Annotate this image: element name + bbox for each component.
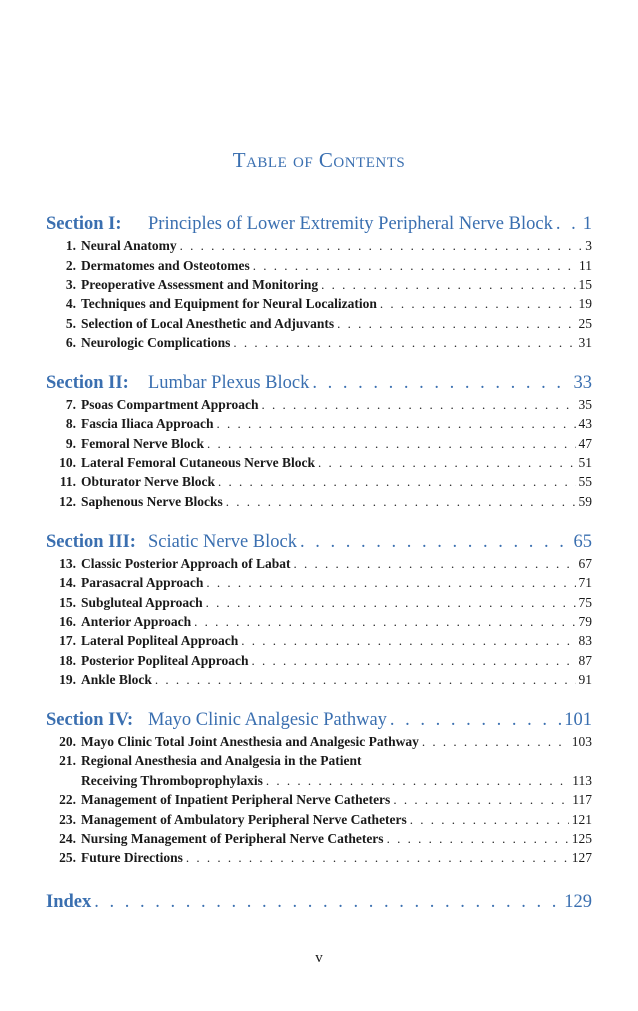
dot-leader (556, 214, 580, 235)
toc-entry[interactable] (46, 296, 592, 312)
entry-number: 13. (59, 556, 76, 571)
toc-entry[interactable] (46, 792, 592, 808)
dot-leader (387, 831, 569, 847)
entry-title: Management of Ambulatory Peripheral Nerve Catheters (81, 812, 407, 827)
entry-page: 43 (578, 416, 592, 431)
toc-entry[interactable] (46, 672, 592, 688)
entry-number: 3. (65, 277, 76, 292)
dot-leader (312, 373, 570, 394)
dot-leader (253, 258, 576, 274)
dot-leader (206, 595, 576, 611)
entry-page: 67 (578, 556, 592, 571)
entry-page: 25 (578, 316, 592, 331)
dot-leader (321, 277, 575, 293)
entry-number: 6. (65, 335, 76, 350)
entry-page: 113 (572, 773, 592, 788)
entry-page: 87 (578, 653, 592, 668)
section-title: Mayo Clinic Analgesic Pathway (148, 710, 387, 730)
entry-title: Selection of Local Anesthetic and Adjuvants (81, 316, 335, 331)
entry-number: 5. (65, 316, 76, 331)
entry-title: Mayo Clinic Total Joint Anesthesia and Analgesic Pathway (81, 734, 419, 749)
entry-page: 71 (578, 575, 592, 590)
dot-leader (410, 812, 569, 828)
entry-title: Subgluteal Approach (81, 595, 203, 610)
section-title: Principles of Lower Extremity Peripheral Nerve Block (148, 214, 553, 234)
section-title: Lumbar Plexus Block (148, 373, 310, 393)
dot-leader (294, 556, 576, 572)
toc-entry[interactable] (46, 494, 592, 510)
entry-number: 19. (59, 672, 76, 687)
entry-page: 79 (578, 614, 592, 629)
dot-leader (422, 734, 569, 750)
entry-title: Lateral Femoral Cutaneous Nerve Block (81, 455, 315, 470)
entry-title: Anterior Approach (81, 614, 192, 629)
toc-entry[interactable] (46, 556, 592, 572)
toc-entry[interactable] (46, 455, 592, 471)
entry-number: 25. (59, 850, 76, 865)
entry-number: 1. (65, 238, 76, 253)
entry-title: Posterior Popliteal Approach (81, 653, 249, 668)
entry-number: 9. (65, 436, 76, 451)
toc-entry[interactable] (46, 653, 592, 669)
entry-page: 91 (578, 672, 592, 687)
toc-entry[interactable] (46, 474, 592, 490)
entry-title: Neurologic Complications (81, 335, 231, 350)
entry-page: 51 (578, 455, 592, 470)
entry-number: 14. (59, 575, 76, 590)
dot-leader (218, 474, 576, 490)
entry-title: Saphenous Nerve Blocks (81, 494, 223, 509)
dot-leader (226, 494, 576, 510)
dot-leader (262, 397, 576, 413)
section-number: Section III: (46, 532, 136, 552)
dot-leader (390, 710, 561, 731)
entry-page: 35 (578, 397, 592, 412)
toc-entry[interactable] (46, 258, 592, 274)
entry-title: Dermatomes and Osteotomes (81, 258, 250, 273)
entry-number: 20. (59, 734, 76, 749)
dot-leader (94, 892, 561, 913)
entry-title: Neural Anatomy (81, 238, 177, 253)
toc-entry[interactable] (46, 812, 592, 828)
index-page: 129 (564, 892, 592, 912)
dot-leader (252, 653, 576, 669)
dot-leader (380, 296, 576, 312)
toc-entry[interactable] (46, 753, 592, 769)
entry-page: 47 (578, 436, 592, 451)
entry-number: 8. (65, 416, 76, 431)
section-page: 1 (582, 214, 592, 234)
entry-title: Parasacral Approach (81, 575, 204, 590)
entry-page: 15 (578, 277, 592, 292)
entry-page: 117 (572, 792, 592, 807)
section-number: Section IV: (46, 710, 134, 730)
dot-leader (206, 575, 575, 591)
entry-number: 21. (59, 753, 76, 768)
section-heading[interactable] (46, 532, 592, 553)
dot-leader (217, 416, 576, 432)
toc-entry[interactable] (46, 850, 592, 866)
index-entry[interactable] (46, 892, 592, 913)
section-page: 65 (573, 532, 592, 552)
entry-number: 22. (59, 792, 76, 807)
section-page: 101 (564, 710, 592, 730)
dot-leader (194, 614, 575, 630)
toc-entry[interactable] (46, 575, 592, 591)
dot-leader (300, 532, 571, 553)
entry-number: 2. (65, 258, 76, 273)
entry-title: Ankle Block (81, 672, 152, 687)
dot-leader (186, 850, 569, 866)
entry-number: 16. (59, 614, 76, 629)
entry-number: 4. (65, 296, 76, 311)
entry-title: Classic Posterior Approach of Labat (81, 556, 291, 571)
entry-title: Techniques and Equipment for Neural Localization (81, 296, 377, 311)
entry-number: 7. (65, 397, 76, 412)
section-heading[interactable] (46, 373, 592, 394)
entry-page: 11 (579, 258, 592, 273)
index-label: Index (46, 892, 92, 912)
entry-number: 23. (59, 812, 76, 827)
entry-page: 55 (578, 474, 592, 489)
toc-entry[interactable] (46, 436, 592, 452)
entry-title: Preoperative Assessment and Monitoring (81, 277, 319, 292)
entry-title: Psoas Compartment Approach (81, 397, 259, 412)
entry-number: 24. (59, 831, 76, 846)
entry-page: 75 (578, 595, 592, 610)
entry-title: Regional Anesthesia and Analgesia in the Patient (81, 753, 362, 768)
dot-leader (337, 316, 575, 332)
toc-entry[interactable] (46, 238, 592, 254)
entry-page: 31 (578, 335, 592, 350)
entry-title: Future Directions (81, 850, 183, 865)
dot-leader (241, 633, 575, 649)
toc-entry[interactable] (46, 416, 592, 432)
toc-entry[interactable] (46, 734, 592, 750)
toc-entry[interactable] (46, 397, 592, 413)
entry-title: Receiving Thromboprophylaxis (81, 773, 263, 788)
toc-entry[interactable] (46, 614, 592, 630)
section-number: Section I: (46, 214, 122, 234)
page-folio: v (315, 950, 323, 966)
dot-leader (207, 436, 576, 452)
section-heading[interactable] (46, 214, 592, 235)
toc-entry[interactable] (46, 595, 592, 611)
dot-leader (233, 335, 575, 351)
entry-number: 17. (59, 633, 76, 648)
entry-title: Fascia Iliaca Approach (81, 416, 214, 431)
toc-entry-continued[interactable] (46, 773, 592, 789)
entry-page: 103 (571, 734, 592, 749)
entry-page: 83 (578, 633, 592, 648)
entry-title: Obturator Nerve Block (81, 474, 215, 489)
entry-page: 59 (578, 494, 592, 509)
entry-number: 12. (59, 494, 76, 509)
dot-leader (393, 792, 569, 808)
toc-entry[interactable] (46, 831, 592, 847)
entry-title: Femoral Nerve Block (81, 436, 204, 451)
dot-leader (318, 455, 576, 471)
entry-title: Nursing Management of Peripheral Nerve Catheters (81, 831, 384, 846)
dot-leader (266, 773, 569, 789)
toc-entry[interactable] (46, 335, 592, 351)
entry-title: Management of Inpatient Peripheral Nerve Catheters (81, 792, 391, 807)
entry-page: 3 (585, 238, 592, 253)
entry-page: 121 (571, 812, 592, 827)
toc-entry[interactable] (46, 277, 592, 293)
entry-page: 125 (571, 831, 592, 846)
entry-page: 127 (571, 850, 592, 865)
toc-entry[interactable] (46, 633, 592, 649)
page-title: Table of Contents (232, 148, 406, 172)
entry-number: 10. (59, 455, 76, 470)
section-page: 33 (573, 373, 592, 393)
section-number: Section II: (46, 373, 129, 393)
section-title: Sciatic Nerve Block (148, 532, 297, 552)
entry-number: 18. (59, 653, 76, 668)
section-heading[interactable] (46, 710, 592, 731)
entry-page: 19 (578, 296, 592, 311)
toc-entry[interactable] (46, 316, 592, 332)
entry-title: Lateral Popliteal Approach (81, 633, 239, 648)
entry-number: 11. (59, 474, 76, 489)
dot-leader (180, 238, 583, 254)
entry-number: 15. (59, 595, 76, 610)
dot-leader (155, 672, 576, 688)
